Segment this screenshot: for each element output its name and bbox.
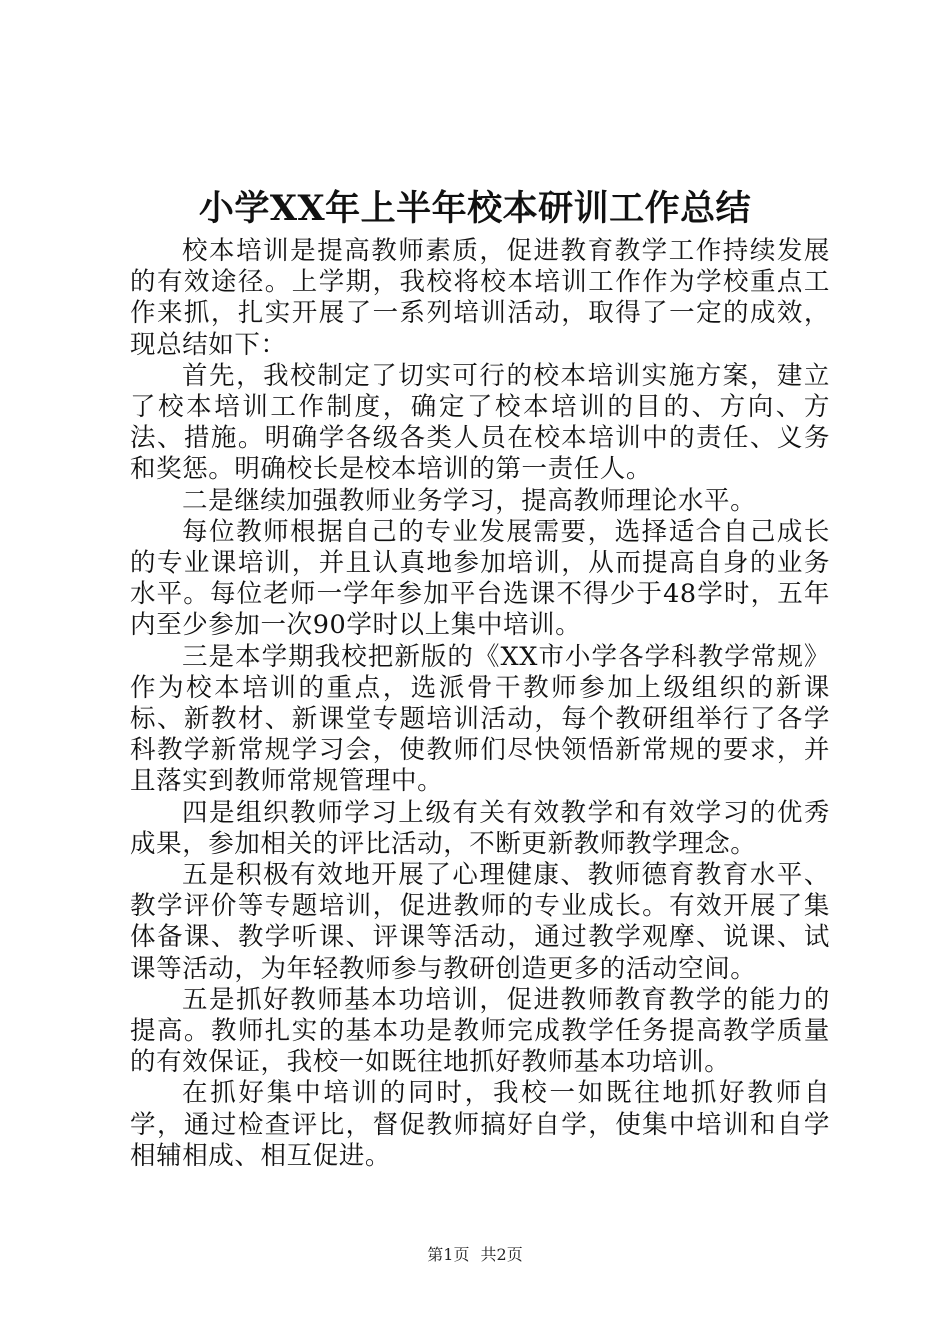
paragraph-fourth: 四是组织教师学习上级有关有效教学和有效学习的优秀成果，参加相关的评比活动，不断更新教师教学理念。 <box>130 797 830 859</box>
page-total: 共2页 <box>480 1245 523 1264</box>
paragraph-teacher-courses: 每位教师根据自己的专业发展需要，选择适合自己成长的专业课培训，并且认真地参加培训，从而提高自身的业务水平。每位老师一学年参加平台选课不得少于48学时，五年内至少参加一次90学时以上集中培训。 <box>130 516 830 641</box>
paragraph-second: 二是继续加强教师业务学习，提高教师理论水平。 <box>182 485 757 516</box>
page-footer <box>0 1244 950 1266</box>
paragraph-intro: 校本培训是提高教师素质，促进教育教学工作持续发展的有效途径。上学期，我校将校本培训工作作为学校重点工作来抓，扎实开展了一系列培训活动，取得了一定的成效，现总结如下： <box>130 236 830 360</box>
paragraph-third: 三是本学期我校把新版的《XX市小学各学科教学常规》作为校本培训的重点，选派骨干教师参加上级组织的新课标、新教材、新课堂专题培训活动，每个教研组举行了各学科教学新常规学习会，使教师们尽快领悟新常规的要求，并且落实到教师常规管理中。 <box>130 641 830 797</box>
document-title: 小学XX年上半年校本研训工作总结 <box>198 188 752 229</box>
paragraph-first: 首先，我校制定了切实可行的校本培训实施方案，建立了校本培训工作制度，确定了校本培训的目的、方向、方法、措施。明确学各级各类人员在校本培训中的责任、义务和奖惩。明确校长是校本培训的第一责任人。 <box>130 360 830 485</box>
paragraph-fifth: 五是积极有效地开展了心理健康、教师德育教育水平、教学评价等专题培训，促进教师的专业成长。有效开展了集体备课、教学听课、评课等活动，通过教学观摩、说课、试课等活动，为年轻教师参与教研创造更多的活动空间。 <box>130 860 830 984</box>
page-number: 第1页 <box>427 1245 470 1264</box>
paragraph-fifth-basic-skills: 五是抓好教师基本功培训，促进教师教育教学的能力的提高。教师扎实的基本功是教师完成教学任务提高教学质量的有效保证，我校一如既往地抓好教师基本功培训。 <box>130 984 830 1078</box>
paragraph-self-study: 在抓好集中培训的同时，我校一如既往地抓好教师自学，通过检查评比，督促教师搞好自学，使集中培训和自学相辅相成、相互促进。 <box>130 1078 830 1171</box>
document-body <box>130 236 830 1172</box>
